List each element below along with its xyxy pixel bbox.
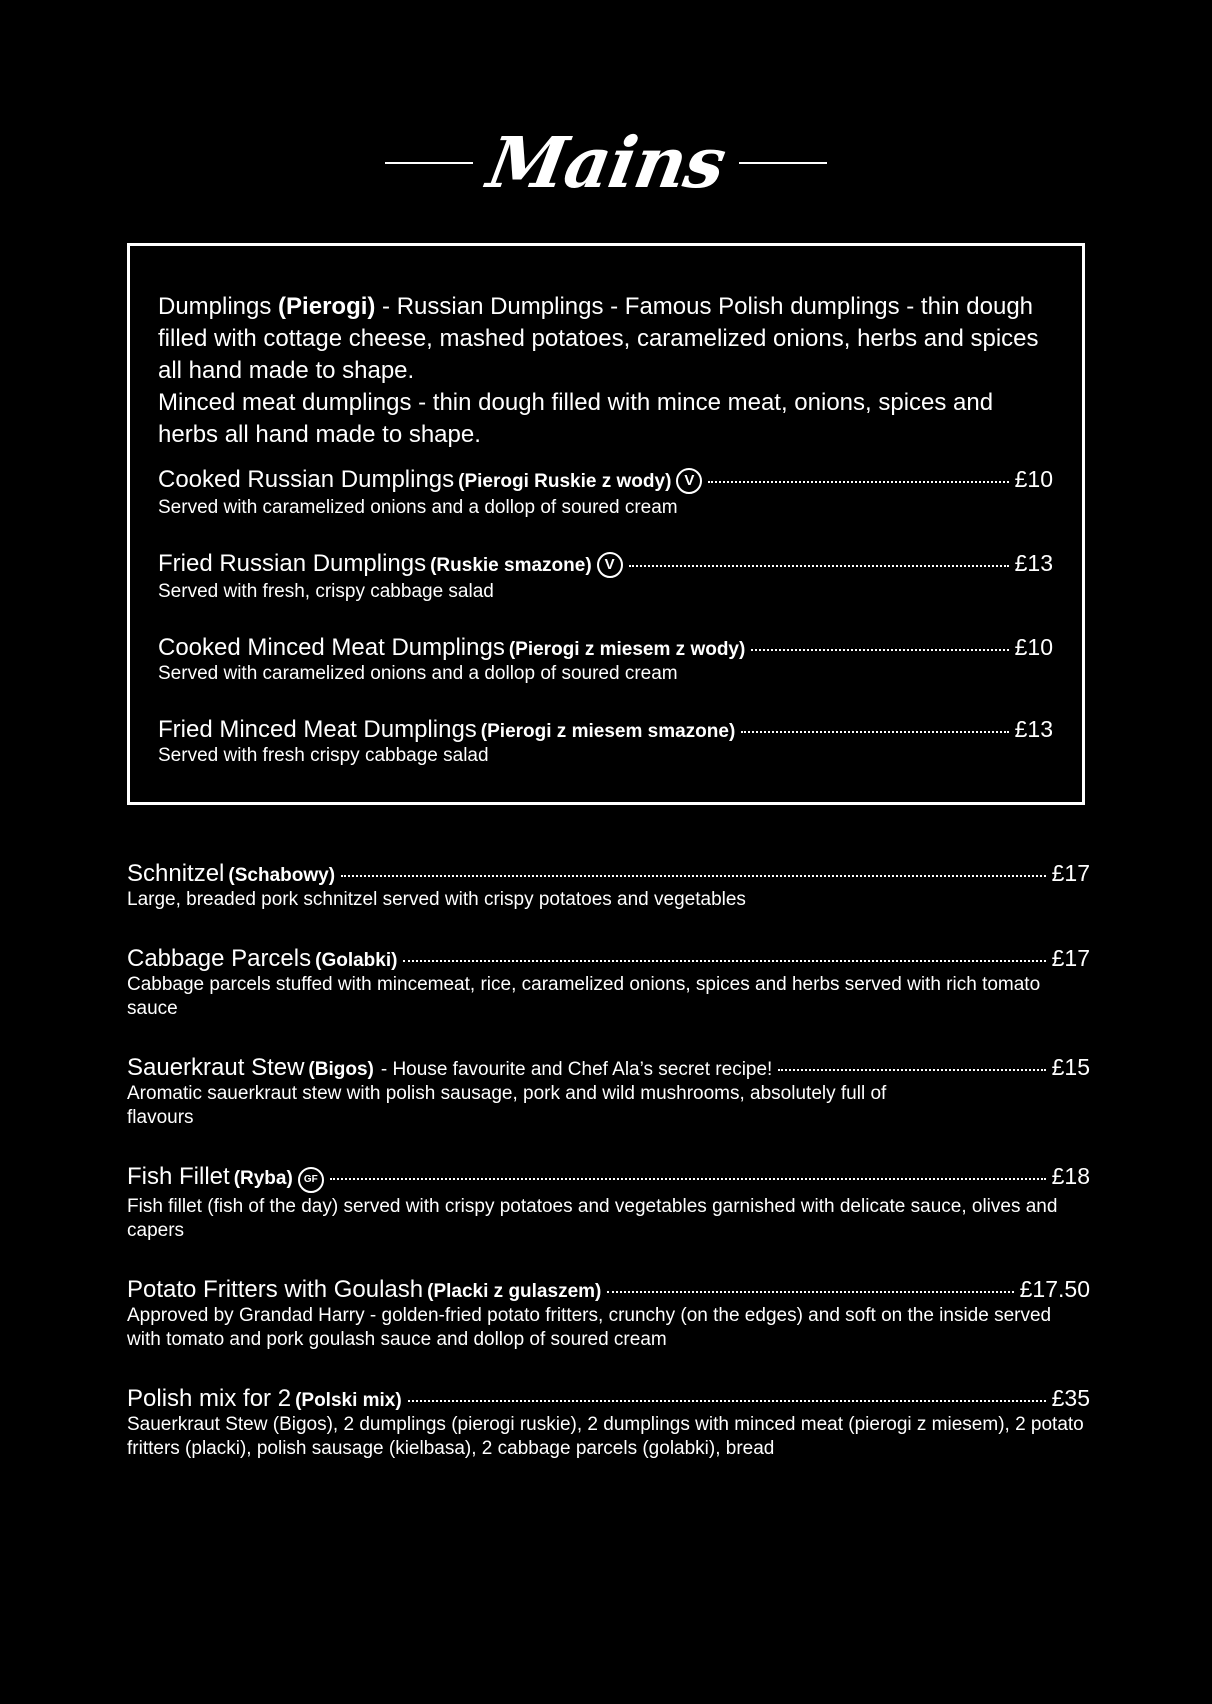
title-divider-left (385, 162, 473, 164)
dumplings-intro (158, 291, 1053, 451)
menu-item-row (127, 1163, 1090, 1195)
item-price: £13 (1014, 716, 1053, 742)
item-description: Approved by Grandad Harry - golden-fried potato fritters, crunchy (on the edges) and soft on the inside served with tomato and pork goulash sauce and dollop of soured cream (127, 1305, 1052, 1350)
menu-item (127, 1276, 1090, 1352)
menu-item (158, 550, 1053, 604)
item-polish-name: (Polski mix) (295, 1390, 402, 1411)
item-price: £10 (1014, 466, 1053, 492)
menu-item-row (158, 550, 1053, 580)
dot-leader (741, 731, 1008, 733)
dumplings-intro-first (158, 291, 1053, 387)
dot-leader (607, 1291, 1013, 1293)
item-polish-name: (Placki z gulaszem) (427, 1281, 602, 1302)
menu-item (158, 634, 1053, 686)
item-name: Cooked Minced Meat Dumplings (158, 634, 505, 661)
menu-item-row (127, 1385, 1090, 1413)
item-price: £10 (1014, 634, 1053, 660)
item-name: Potato Fritters with Goulash (127, 1276, 424, 1303)
vegetarian-icon: V (676, 468, 702, 494)
intro-rest: - Russian Dumplings - Famous Polish dumplings - thin dough filled with cottage cheese, mashed potatoes, caramelized onions, herbs and spices all hand made to shape. (158, 293, 1039, 384)
item-polish-name: (Pierogi z miesem smazone) (480, 721, 736, 742)
dumplings-box (127, 243, 1085, 805)
item-name: Schnitzel (127, 860, 225, 887)
item-note: - House favourite and Chef Ala’s secret recipe! (380, 1059, 773, 1080)
dot-leader (408, 1400, 1046, 1402)
item-price: £35 (1051, 1385, 1090, 1411)
item-description: Served with caramelized onions and a dollop of soured cream (158, 663, 678, 684)
dot-leader (341, 875, 1046, 877)
item-name: Polish mix for 2 (127, 1385, 292, 1412)
item-polish-name: (Bigos) (308, 1059, 374, 1080)
menu-item-row (158, 634, 1053, 662)
item-polish-name: (Ryba) (233, 1168, 293, 1189)
item-description: Sauerkraut Stew (Bigos), 2 dumplings (pierogi ruskie), 2 dumplings with minced meat (pierogi z miesem), 2 potato fritters (placki), polish sausage (kielbasa), 2 cabbage parcels (golabki), bread (127, 1414, 1084, 1459)
item-name: Fried Russian Dumplings (158, 550, 427, 577)
item-name: Cooked Russian Dumplings (158, 466, 455, 493)
item-polish-name: (Pierogi Ruskie z wody) (458, 471, 672, 492)
item-name: Cabbage Parcels (127, 945, 312, 972)
dot-leader (751, 649, 1008, 651)
menu-item-row (127, 1054, 1090, 1082)
item-polish-name: (Pierogi z miesem z wody) (508, 639, 746, 660)
item-price: £15 (1051, 1054, 1090, 1080)
intro-bold: (Pierogi) (278, 293, 376, 320)
item-polish-name: (Golabki) (315, 950, 398, 971)
item-polish-name: (Ruskie smazone) (430, 555, 592, 576)
item-description: Served with caramelized onions and a dollop of soured cream (158, 497, 678, 518)
menu-item (127, 945, 1090, 1021)
item-price: £18 (1051, 1163, 1090, 1189)
mains-list (127, 860, 1090, 1494)
vegetarian-icon: V (597, 552, 623, 578)
menu-item (127, 1163, 1090, 1243)
menu-item-row (127, 860, 1090, 888)
menu-item (127, 1385, 1090, 1461)
item-polish-name: (Schabowy) (228, 865, 336, 886)
item-description: Served with fresh crispy cabbage salad (158, 745, 489, 766)
menu-item-row (158, 716, 1053, 744)
dumplings-intro-second: Minced meat dumplings - thin dough filled with mince meat, onions, spices and herbs all hand made to shape. (158, 389, 994, 448)
menu-item (158, 716, 1053, 768)
dot-leader (330, 1178, 1046, 1180)
menu-item (127, 860, 1090, 912)
item-name: Fried Minced Meat Dumplings (158, 716, 477, 743)
menu-item (158, 466, 1053, 520)
item-name: Fish Fillet (127, 1163, 230, 1190)
item-description: Cabbage parcels stuffed with mincemeat, rice, caramelized onions, spices and herbs served with rich tomato sauce (127, 974, 1041, 1019)
item-price: £13 (1014, 550, 1053, 576)
title-divider-right (739, 162, 827, 164)
item-description: Large, breaded pork schnitzel served with crispy potatoes and vegetables (127, 889, 746, 910)
page-header (0, 120, 1212, 206)
gluten-free-icon: GF (298, 1167, 324, 1193)
menu-item (127, 1054, 1090, 1130)
intro-prefix: Dumplings (158, 293, 279, 320)
item-description: Aromatic sauerkraut stew with polish sausage, pork and wild mushrooms, absolutely full of flavours (127, 1083, 887, 1128)
item-name: Sauerkraut Stew (127, 1054, 305, 1081)
dot-leader (403, 960, 1045, 962)
item-price: £17 (1051, 860, 1090, 886)
menu-item-row (158, 466, 1053, 496)
page-title: Mains (481, 121, 731, 204)
dot-leader (778, 1069, 1045, 1071)
item-description: Served with fresh, crispy cabbage salad (158, 581, 494, 602)
item-price: £17.50 (1019, 1276, 1090, 1302)
dot-leader (708, 481, 1008, 483)
item-price: £17 (1051, 945, 1090, 971)
item-description: Fish fillet (fish of the day) served with crispy potatoes and vegetables garnished with delicate sauce, olives and capers (127, 1196, 1058, 1241)
menu-item-row (127, 945, 1090, 973)
dot-leader (629, 565, 1009, 567)
menu-item-row (127, 1276, 1090, 1304)
